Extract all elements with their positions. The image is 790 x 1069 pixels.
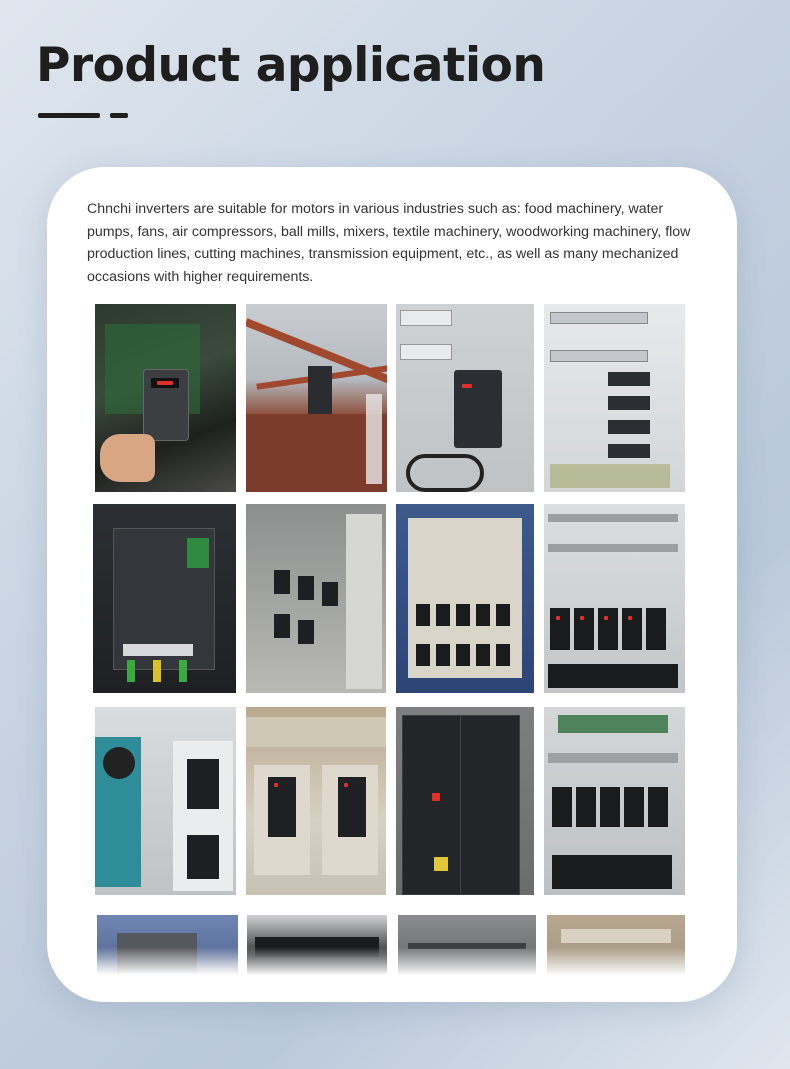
photo-cabinet-top [547, 915, 685, 985]
photo-building-site [97, 915, 238, 985]
photo-large-inverter-wiring [93, 504, 236, 693]
photo-large-inverter-cabinet [396, 707, 534, 895]
photo-panel-inverter-grid [396, 504, 534, 693]
intro-text: Chnchi inverters are suitable for motors in various industries such as: food machinery, water pumps, fans, air compressors, ball mills, mixers, textile machinery, woodworking machinery, flow production lines, cutting machines, transmission equipment, etc., as well as many mechanized occasions with higher requirements. [87, 201, 691, 285]
page-title: Product application [36, 38, 546, 93]
photo-fade-overlay [398, 947, 536, 986]
photo-panel-inverter-rack [544, 504, 685, 693]
photo-fade-overlay [247, 947, 387, 986]
photo-fade-overlay [97, 947, 238, 986]
photo-inverter-row-top [247, 915, 387, 985]
photo-switchgear-inverters [246, 707, 386, 895]
photo-factory-machine-inverter [95, 707, 236, 895]
title-underline-long [38, 113, 100, 118]
photo-industrial-interior [398, 915, 536, 985]
content-card [47, 167, 737, 1002]
photo-panel-inverter-rows [544, 707, 685, 895]
photo-cabinet-inverter-row [246, 504, 386, 693]
title-underline-short [110, 113, 128, 118]
photo-crane-inverter [246, 304, 387, 492]
photo-fade-overlay [547, 947, 685, 986]
photo-control-cabinet-inverters [544, 304, 685, 492]
photo-handheld-keypad-inverter [95, 304, 236, 492]
photo-inverter-in-panel [396, 304, 534, 492]
